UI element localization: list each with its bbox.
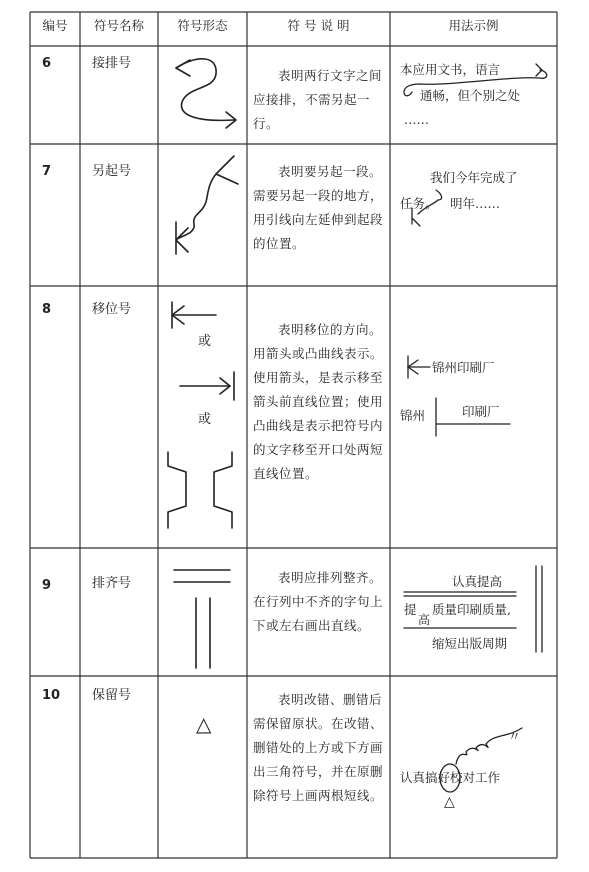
- example-line: 认真提高: [452, 574, 503, 589]
- row-number: 7: [42, 164, 52, 179]
- align-example-mark: [390, 548, 557, 676]
- symbol-description: 表明改错、删错后需保留原状。在改错、删错处的上方或下方画出三角符号，并在原删除符号上画两根短线。: [253, 692, 384, 803]
- example-line: 缩短出版周期: [432, 636, 508, 651]
- triangle-symbol: △: [196, 712, 212, 736]
- header-shape: 符号形态: [177, 18, 228, 33]
- symbol-description: 表明移位的方向。用箭头或凸曲线表示。使用箭头，是表示移至箭头前直线位置；使用凸曲线是表示把符号内的文字移至开口处两短直线位置。: [253, 322, 384, 481]
- example-label: 印刷厂: [462, 404, 500, 419]
- new-paragraph-example-mark: [390, 144, 557, 286]
- or-label: 或: [198, 334, 212, 349]
- example-line: 我们今年完成了: [430, 170, 518, 185]
- row-number: 10: [42, 688, 61, 703]
- row-number: 6: [42, 56, 52, 71]
- example-line: 通畅，但个别之处: [420, 88, 521, 103]
- or-label: 或: [198, 412, 212, 427]
- symbol-description: 表明要另起一段。需要另起一段的地方，用引线向左延伸到起段的位置。: [253, 164, 384, 251]
- example-line: 认真搞好校对工作: [400, 770, 501, 785]
- symbol-description: 表明两行文字之间应接排，不需另起一行。: [253, 68, 383, 131]
- header-number: 编号: [42, 18, 68, 33]
- header-name: 符号名称: [93, 18, 144, 33]
- new-paragraph-symbol: [158, 144, 247, 286]
- retain-example-mark: [390, 676, 557, 858]
- symbol-name: 移位号: [92, 302, 132, 317]
- header-example: 用法示例: [448, 18, 499, 33]
- row-number: 8: [42, 302, 52, 317]
- example-label: 锦州: [400, 408, 426, 423]
- example-triangle: △: [444, 794, 455, 810]
- symbol-name: 保留号: [92, 688, 132, 703]
- symbol-name: 排齐号: [92, 576, 132, 591]
- example-line: 任务。: [400, 196, 438, 211]
- header-description: 符 号 说 明: [287, 18, 350, 33]
- example-line: 明年……: [450, 196, 501, 211]
- example-line: 高: [418, 613, 431, 627]
- symbol-name: 另起号: [92, 164, 132, 179]
- row-number: 9: [42, 578, 52, 593]
- align-symbol: [158, 548, 247, 676]
- example-line: ……: [404, 112, 429, 127]
- join-lines-symbol: [158, 46, 247, 144]
- symbol-name: 接排号: [92, 56, 132, 71]
- symbol-description: 表明应排列整齐。在行列中不齐的字句上下或左右画出直线。: [253, 570, 384, 633]
- example-marks: 〃: [508, 730, 522, 745]
- example-line: 本应用文书，语言: [400, 62, 501, 77]
- example-line: 质量印刷质量,: [432, 602, 511, 617]
- example-label: 锦州印刷厂: [432, 360, 495, 375]
- join-mark-example: [390, 46, 557, 144]
- example-line: 提: [404, 602, 417, 617]
